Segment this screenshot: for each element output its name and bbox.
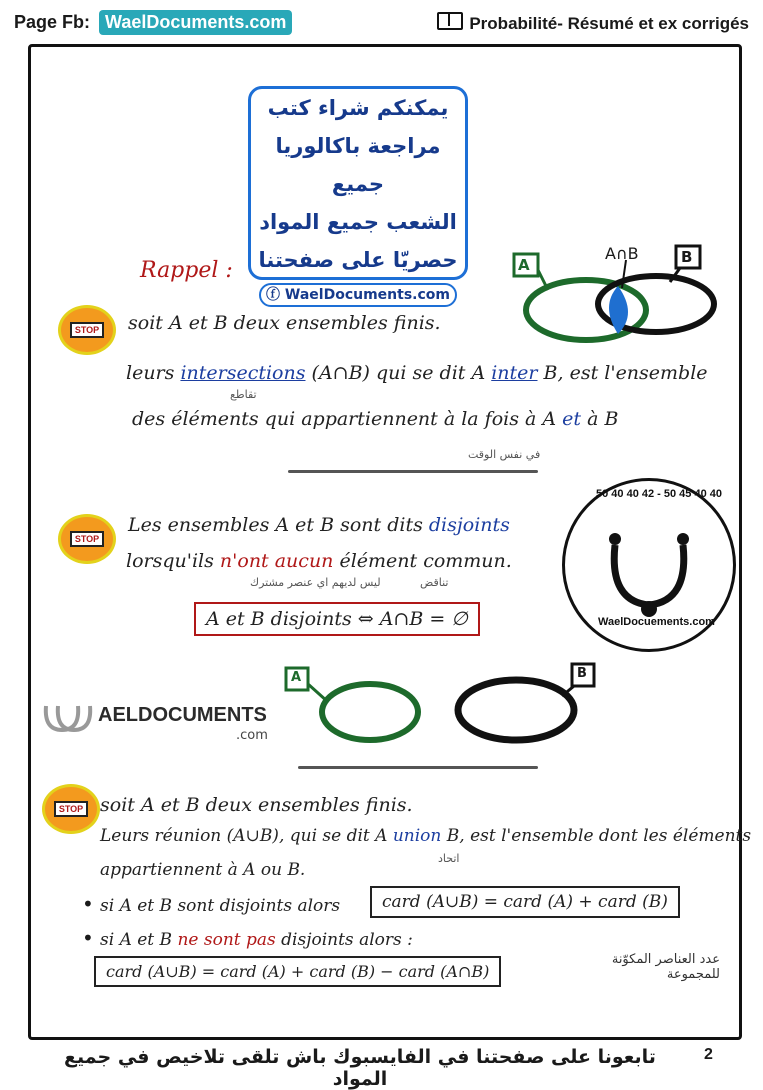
s3-line3: appartiennent à A ou B. (100, 860, 306, 880)
promo-line-3: الشعب جميع المواد (259, 210, 457, 234)
facebook-icon: ⓕ (266, 287, 285, 303)
bullet-1: • (82, 892, 94, 916)
diagram1-a: A (518, 256, 530, 274)
header-title (437, 12, 749, 34)
rappel-label: Rappel : (140, 258, 233, 283)
logo-sub: .com (236, 728, 268, 743)
s3-line1: soit A et B deux ensembles finis. (100, 794, 413, 816)
logo-icon (40, 696, 96, 736)
stamp-phones: 50 40 40 42 - 50 45 40 40 (596, 488, 722, 500)
diagram2-b: B (577, 666, 587, 681)
s2-note-ar1: تناقض (420, 576, 449, 589)
s1-line3: des éléments qui appartiennent à la fois à A et à B (132, 408, 619, 430)
stamp-site: WaelDocuements.com (598, 616, 715, 628)
stop-text: STOP (70, 322, 104, 338)
promo-line-2: مراجعة باكالوريا جميع (275, 134, 441, 196)
header-page-fb (14, 10, 292, 35)
s2-formula: A et B disjoints ⇔ A∩B = ∅ (194, 602, 480, 636)
divider-2 (298, 766, 538, 769)
divider-1 (288, 470, 538, 473)
diagram1-b: B (681, 248, 693, 266)
s3-note-ar1: اتحاد (438, 852, 460, 865)
s3-bullet1-formula: card (A∪B) = card (A) + card (B) (370, 886, 680, 918)
promo-line-4: حصريّا على صفحتنا (258, 248, 458, 272)
promo-site-link[interactable] (259, 283, 457, 307)
s1-note-ar2: في نفس الوقت (468, 448, 541, 461)
promo-line-1: يمكنكم شراء كتب (267, 96, 449, 120)
s2-line2: lorsqu'ils n'ont aucun élément commun. (126, 550, 512, 572)
stop-icon-2: STOP (58, 514, 116, 564)
footer-text: تابعونا على صفحتنا في الفايسبوك باش تلقى تلاخيص في جميع المواد (64, 1046, 656, 1090)
stop-icon-3: STOP (42, 784, 100, 834)
s3-bullet2: si A et B ne sont pas disjoints alors : (100, 930, 413, 950)
s1-line1: soit A et B deux ensembles finis. (128, 312, 441, 334)
s3-bullet1: si A et B sont disjoints alors (100, 896, 341, 916)
s3-note-ar2: عدد العناصر المكوّنة للمجموعة (611, 952, 720, 982)
page-number: 2 (704, 1046, 713, 1063)
brand-logo (40, 696, 96, 740)
s3-line2: Leurs réunion (A∪B), qui se dit A union B, est l'ensemble dont les éléments (100, 826, 752, 846)
header-title-text: Probabilité- Résumé et ex corrigés (469, 14, 749, 33)
promo-box (248, 86, 468, 303)
diagram2-a: A (291, 670, 302, 685)
disjoint-diagram (280, 660, 600, 760)
set-a-ellipse-2 (322, 684, 418, 740)
header-site-link[interactable]: WaelDocuments.com (99, 10, 292, 35)
stop-icon-1 (58, 305, 116, 355)
s2-line1: Les ensembles A et B sont dits disjoints (128, 514, 510, 536)
s2-note-ar2: ليس لديهم اي عنصر مشترك (250, 576, 381, 589)
s1-line2: leurs intersections (A∩B) qui se dit A inter B, est l'ensemble (126, 362, 708, 384)
header-label: Page Fb: (14, 12, 91, 32)
promo-site-text: WaelDocuments.com (284, 287, 450, 303)
bullet-2: • (82, 926, 94, 950)
book-icon (437, 12, 463, 30)
s1-note-ar1: تقاطع (230, 388, 257, 401)
logo-name: AELDOCUMENTS (98, 704, 267, 726)
set-b-ellipse-2 (458, 680, 574, 740)
s3-formula2: card (A∪B) = card (A) + card (B) − card (A∩B) (94, 956, 501, 987)
diagram1-inter: A∩B (605, 244, 639, 263)
